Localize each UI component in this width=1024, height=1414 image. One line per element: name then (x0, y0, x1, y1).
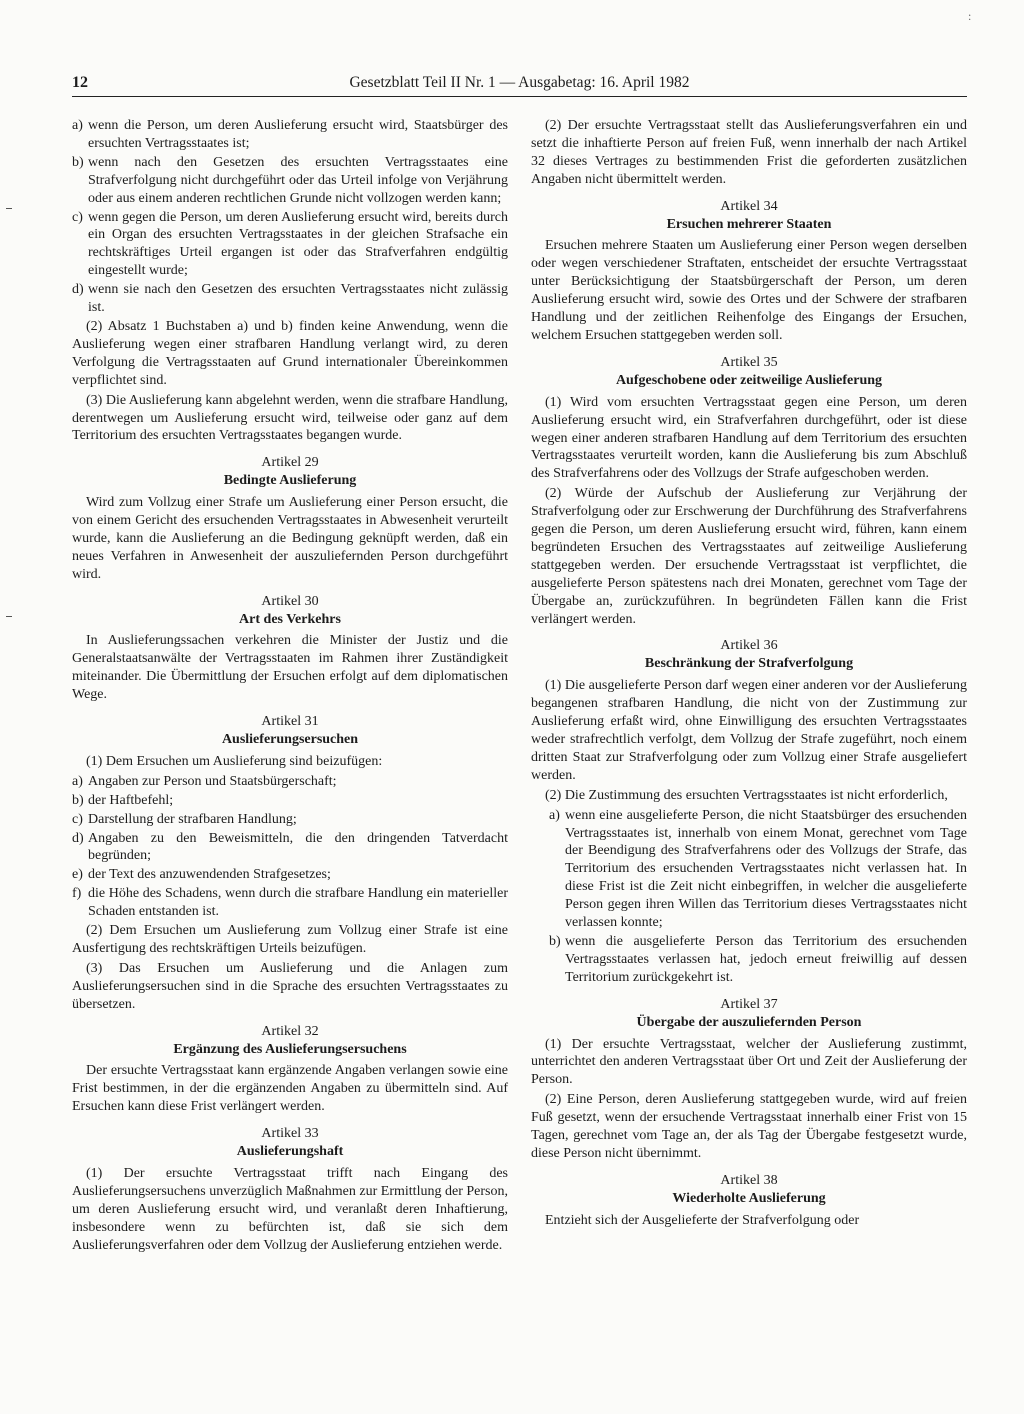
list-item: a) wenn die Person, um deren Auslieferung ersucht wird, Staatsbürger des ersuchten Vertragsstaates ist; (72, 118, 508, 151)
gazette-title: Gesetzblatt Teil II Nr. 1 — Ausgabetag: 16. April 1982 (349, 74, 690, 91)
header-rule (72, 96, 967, 97)
article-number: Artikel 29 (261, 455, 319, 471)
article-number: Artikel 37 (720, 996, 778, 1012)
article-title: Ergänzung des Auslieferungsersuchens (173, 1041, 407, 1057)
paragraph: In Auslieferungssachen verkehren die Minister der Justiz und die Generalstaatsanwälte der Vertragsstaaten im Rahmen ihrer Zuständigkeit miteinander. Die Übermittlung der Ersuchen erfolgt auf dem diplomatischen Wege. (72, 633, 508, 703)
article-title: Bedingte Auslieferung (223, 473, 357, 489)
article-title: Auslieferungsersuchen (221, 732, 359, 747)
article-number: Artikel 33 (261, 1126, 319, 1142)
article-number: Artikel 34 (720, 198, 778, 214)
article-title: Wiederholte Auslieferung (672, 1190, 826, 1206)
paragraph: (2) Würde der Aufschub der Auslieferung zur Verjährung der Strafverfolgung oder zur Erschwerung der Durchführung des Strafverfahrens gegen die Person, um deren Auslieferung ersucht wird, führen, kann einem begründeten Ersuchen des Vertragsstaates auf zeitweilige Auslieferung stattgegeben werden. Der ersuchende Vertragsstaat ist verpflichtet, die ausgelieferte Person spätestens nach drei Monaten, gerechnet vom Tage der Übergabe an, zurückzuführen. In begründeten Fällen kann die Frist verlängert werden. (531, 486, 967, 627)
paragraph: (1) Die ausgelieferte Person darf wegen einer anderen vor der Auslieferung begangenen strafbaren Handlung, die nicht von der Zustimmung zur Auslieferung erfaßt wird, ohne Einwilligung des ersuchten Vertragsstaates weder strafrechtlich verfolgt, dem Vollzug der Strafe zugeführt, noch einem dritten Staat zur Strafverfolgung oder zum Vollzug einer Strafe ausgeliefert werden. (531, 678, 967, 783)
paragraph: (2) Eine Person, deren Auslieferung stattgegeben wurde, wird auf freien Fuß gesetzt, wenn der ersuchende Vertragsstaat innerhalb einer Frist von 15 Tagen, gerechnet vom Tage an, der als Tag der Übergabe festgesetzt wurde, diese Person nicht übernimmt. (531, 1092, 967, 1161)
paragraph: Wird zum Vollzug einer Strafe um Auslieferung einer Person ersucht, die von einem Gericht des ersuchenden Vertragsstaates in Abwesenheit verurteilt wurde, kann die Auslieferung an die Bedingung geknüpft werden, daß ein neues Verfahren in Anwesenheit der auszuliefernden Person durchgeführt wird. (72, 495, 508, 582)
paragraph: Ersuchen mehrere Staaten um Auslieferung einer Person wegen derselben oder wegen verschiedener Straftaten, entscheidet der ersuchte Vertragsstaat unter Berücksichtigung der Staatsbürgerschaft der Person, um deren Auslieferung ersucht wird, sowie des Ortes und der Schwere der strafbaren Handlung und der zeitlichen Reihenfolge des Eingangs der Ersuchen, welchem Ersuchen stattgegeben werden soll. (531, 238, 967, 343)
paragraph: Der ersuchte Vertragsstaat kann ergänzende Angaben verlangen sowie eine Frist bestimmen, in der die ergänzenden Angaben zu übermitteln sind. Auf Ersuchen kann diese Frist verlängert werden. (72, 1063, 508, 1115)
paragraph: (2) Die Zustimmung des ersuchten Vertragsstaates ist nicht erforderlich, (545, 787, 948, 803)
margin-mark (6, 208, 12, 209)
article-number: Artikel 38 (720, 1172, 778, 1188)
list-item: c) Darstellung der strafbaren Handlung; (72, 811, 297, 827)
list-item: a) Angaben zur Person und Staatsbürgerschaft; (72, 773, 337, 789)
list-item: b) wenn die ausgelieferte Person das Territorium des ersuchenden Vertragsstaates verlassen hat, jedoch erneut freiwillig auf dessen Territorium zurückgekehrt ist. (549, 933, 967, 985)
article-title: Auslieferungshaft (236, 1144, 344, 1160)
article-title: Aufgeschobene oder zeitweilige Auslieferung (615, 372, 883, 388)
article-number: Artikel 31 (261, 714, 319, 730)
article-title: Übergabe der auszuliefernden Person (636, 1014, 862, 1030)
list-item: c) wenn gegen die Person, um deren Auslieferung ersucht wird, bereits durch ein Organ des ersuchten Vertragsstaates in der gleichen Strafsache ein rechtskräftiges Urteil ergangen ist oder das Strafverfahren endgültig eingestellt wurde; (72, 209, 508, 279)
paragraph: (3) Das Ersuchen um Auslieferung und die Anlagen zum Auslieferungsersuchen sind in die Sprache des ersuchten Vertragsstaates zu übersetzen. (72, 960, 508, 1012)
article-number: Artikel 30 (261, 593, 319, 609)
list-item: d) wenn sie nach den Gesetzen des ersuchten Vertragsstaates nicht zulässig ist. (72, 282, 508, 316)
page-number: 12 (72, 74, 88, 91)
list-item: e) der Text des anzuwendenden Strafgesetzes; (72, 867, 331, 883)
list-item: f) die Höhe des Schadens, wenn durch die strafbare Handlung ein materieller Schaden entstanden ist. (72, 886, 508, 920)
page-header (72, 74, 967, 96)
article-number: Artikel 32 (261, 1023, 319, 1039)
list-item: b) wenn nach den Gesetzen des ersuchten Vertragsstaates eine Strafverfolgung nicht durchgeführt oder das Urteil infolge von Verjährung oder aus einem anderen rechtlichen Grunde nicht vollzogen werden kann; (72, 154, 508, 206)
paragraph: (1) Wird vom ersuchten Vertragsstaat gegen eine Person, um deren Auslieferung ersucht wird, ein Strafverfahren durchgeführt, oder ist diese wegen einer anderen strafbaren Handlung auf dem Territorium des ersuchten Vertragsstaates verurteilt worden, kann die Auslieferung bis zum Abschluß des Strafverfahrens oder des Vollzugs der Strafe aufgeschoben werden. (531, 394, 967, 482)
paragraph: (2) Der ersuchte Vertragsstaat stellt das Auslieferungsverfahren ein und setzt die inhaftierte Person auf freien Fuß, wenn innerhalb der nach Artikel 32 dieses Vertrages zu bestimmenden Frist die geforderten zusätzlichen Angaben nicht übermittelt werden. (531, 118, 967, 187)
paragraph: (3) Die Auslieferung kann abgelehnt werden, wenn die strafbare Handlung, derentwegen um Auslieferung ersucht wird, teilweise oder ganz auf dem Territorium des ersuchten Vertragsstaates begangen wurde. (72, 392, 508, 444)
paragraph: (2) Absatz 1 Buchstaben a) und b) finden keine Anwendung, wenn die Auslieferung wegen einer strafbaren Handlung verlangt wird, zu deren Verfolgung die Vertragsstaaten auf Grund internationaler Übereinkommen verpflichtet sind. (72, 318, 508, 388)
article-number: Artikel 36 (720, 638, 778, 654)
paragraph: Entzieht sich der Ausgelieferte der Strafverfolgung oder (545, 1212, 860, 1228)
corner-mark: : (968, 9, 972, 23)
article-title: Ersuchen mehrerer Staaten (666, 216, 832, 232)
article-title: Art des Verkehrs (239, 611, 341, 627)
paragraph: (1) Dem Ersuchen um Auslieferung sind beizufügen: (86, 753, 383, 769)
list-item: d) Angaben zu den Beweismitteln, die den dringenden Tatverdacht begründen; (72, 830, 508, 864)
paragraph: (1) Der ersuchte Vertragsstaat trifft nach Eingang des Auslieferungsersuchens unverzüglich Maßnahmen zur Ermittlung der Person, um deren Auslieferung ersucht wird, und veranlaßt deren Inhaftierung, insbesondere wenn zu befürchten ist, daß sie sich dem Auslieferungsverfahren oder dem Vollzug der Auslieferung entziehen werde. (72, 1165, 508, 1253)
margin-mark (6, 616, 12, 617)
article-number: Artikel 35 (720, 354, 778, 370)
left-column (72, 117, 508, 1256)
list-item: a) wenn eine ausgelieferte Person, die nicht Staatsbürger des ersuchenden Vertragsstaates ist, innerhalb von einem Monat, gerechnet vom Tage der Beendigung des Strafverfahrens oder des Vollzugs der Strafe, das Territorium des ersuchenden Vertragsstaates nicht verlassen hat. In diese Frist ist die Zeit nicht einbegriffen, in welcher die ausgelieferte Person gegen ihren Willen das Territorium dieses Vertragsstaates nicht verlassen konnte; (549, 807, 967, 931)
right-column (531, 117, 967, 1232)
paragraph: (2) Dem Ersuchen um Auslieferung zum Vollzug einer Strafe ist eine Ausfertigung des rechtskräftigen Urteils beizufügen. (72, 923, 508, 956)
list-item: b) der Haftbefehl; (72, 792, 174, 808)
article-title: Beschränkung der Strafverfolgung (644, 656, 854, 672)
paragraph: (1) Der ersuchte Vertragsstaat, welcher der Auslieferung zustimmt, unterrichtet den anderen Vertragsstaat über Ort und Zeit der Auslieferung der Person. (531, 1036, 967, 1088)
